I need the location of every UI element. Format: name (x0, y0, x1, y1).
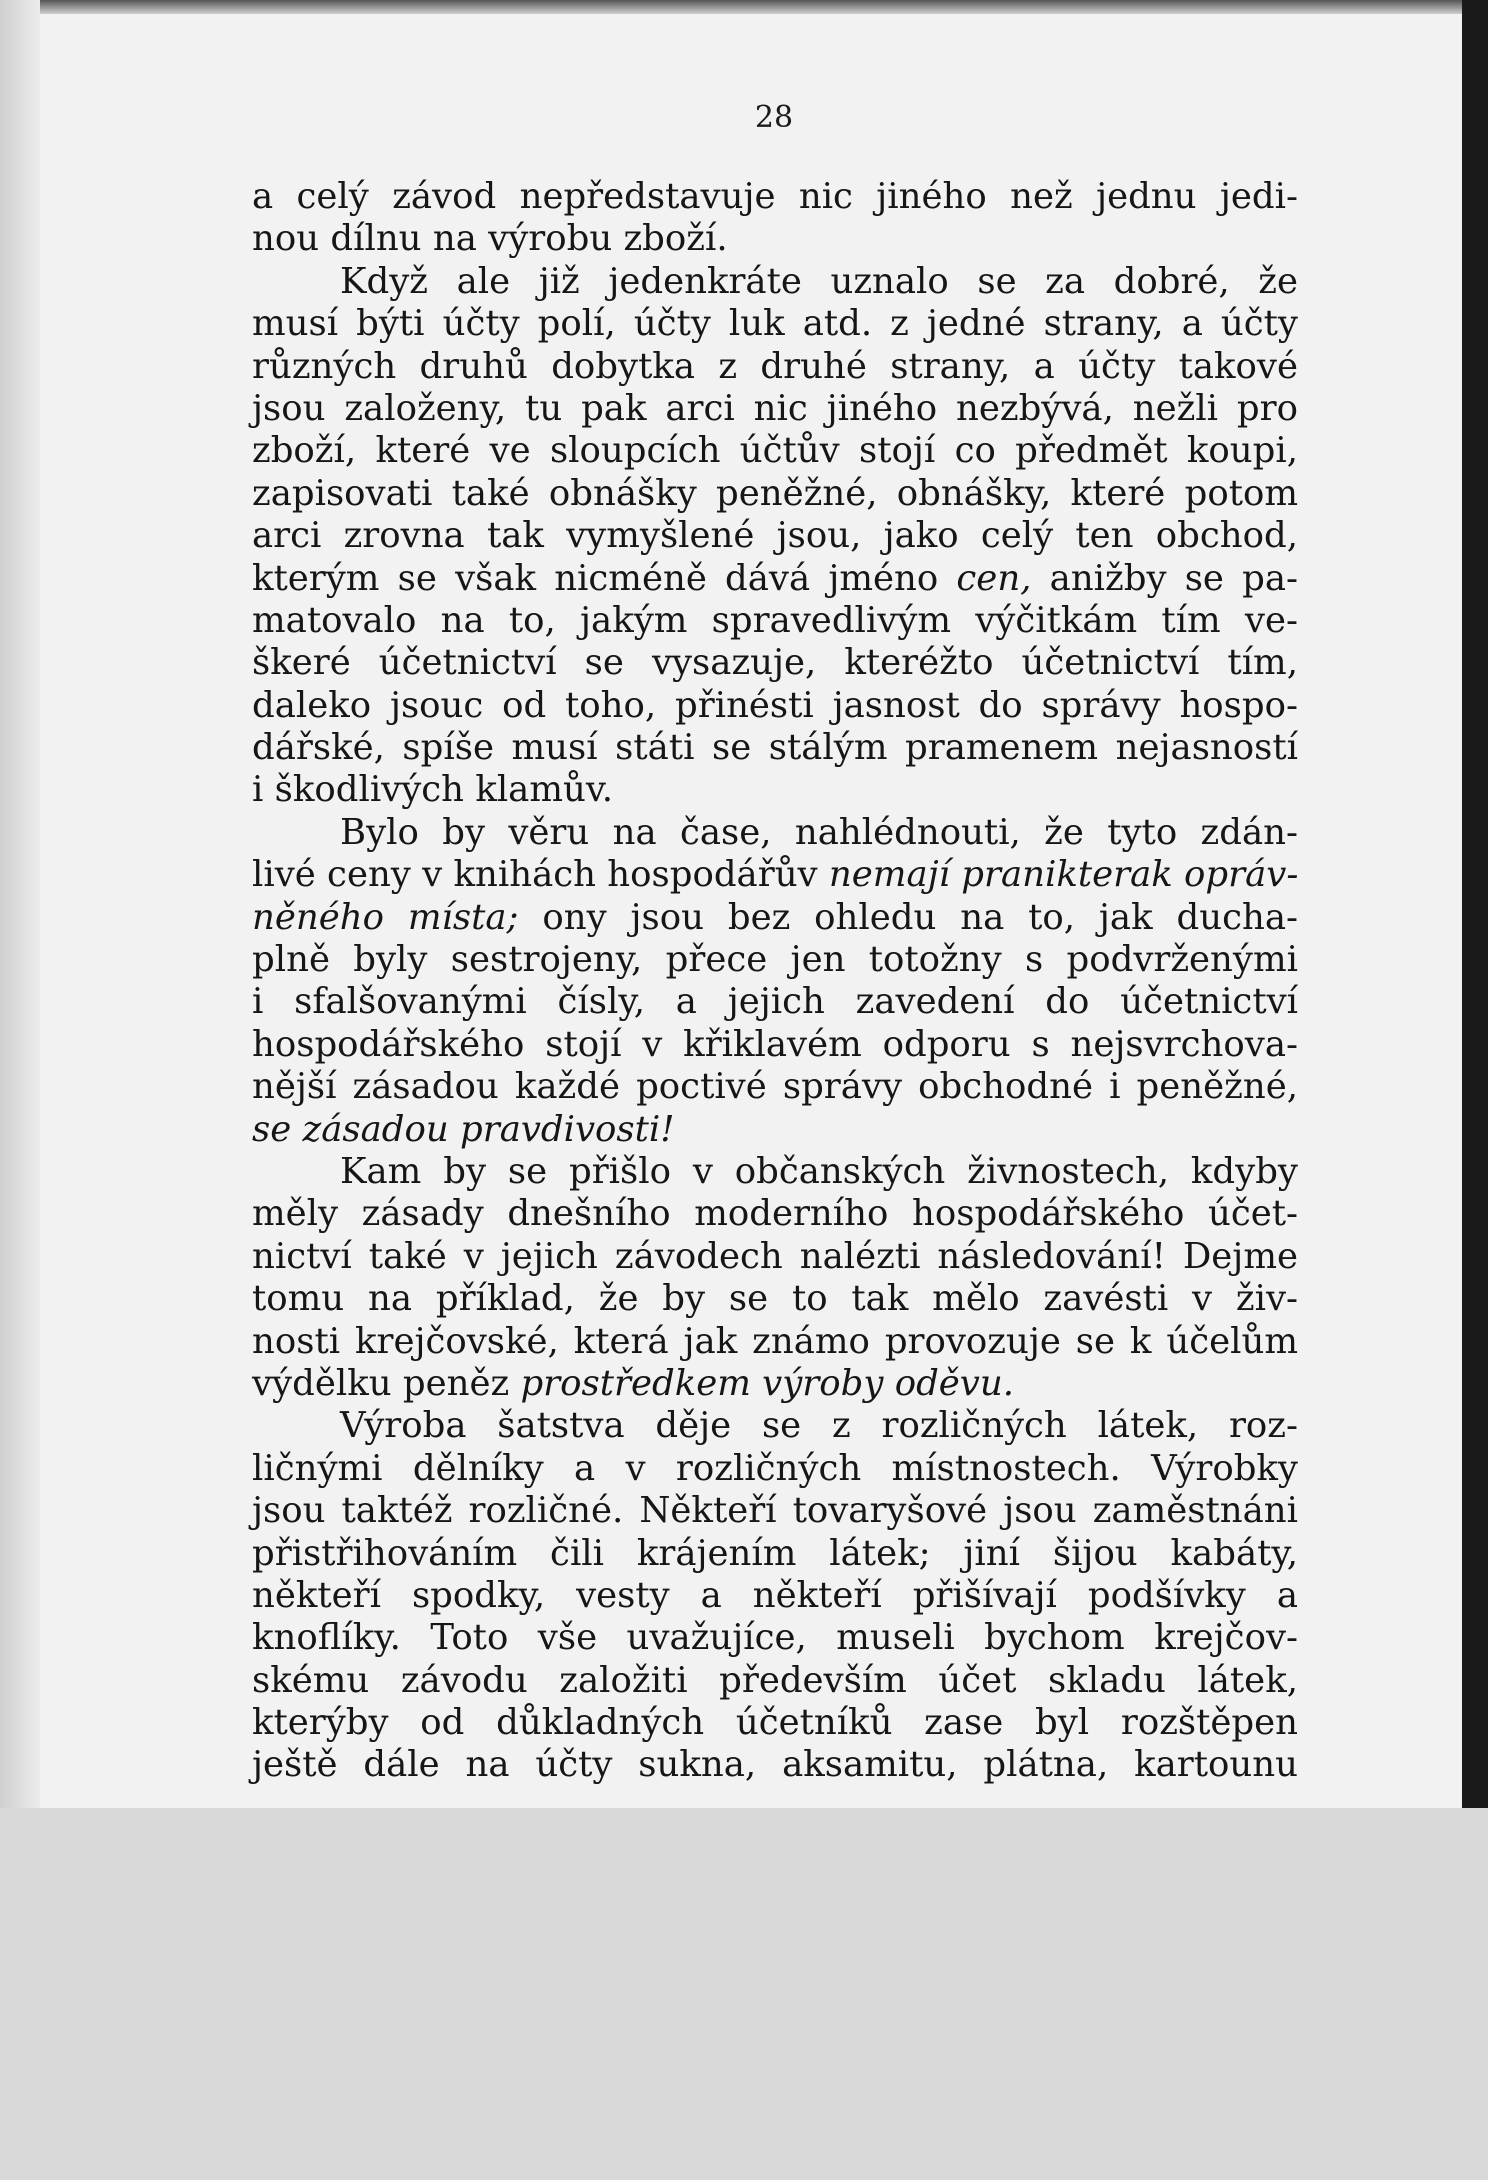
text-line (252, 388, 1298, 430)
page-number: 28 (754, 100, 794, 135)
text-segment: Kam by se přišlo v občanských živnostech, kdyby (340, 1150, 1298, 1192)
text-segment: zboží, které ve sloupcích účtův stojí co předmět koupi, (252, 430, 1298, 472)
text-segment: tomu na příklad, že by se to tak mělo zavésti v živ- (252, 1278, 1298, 1320)
text-segment: kterýby od důkladných účetníků zase byl rozštěpen (252, 1702, 1298, 1744)
text-segment: musí býti účty polí, účty luk atd. z jedné strany, a účty (252, 303, 1298, 345)
text-line (252, 1660, 1298, 1702)
scan-right-edge (1462, 0, 1488, 1808)
text-line (252, 642, 1298, 684)
text-segment: jsou taktéž rozličné. Někteří tovaryšové jsou zaměstnáni (252, 1490, 1298, 1532)
text-segment: arci zrovna tak vymyšlené jsou, jako celý ten obchod, (252, 515, 1298, 557)
text-line (252, 939, 1298, 981)
text-line (252, 558, 1298, 600)
text-segment: někteří spodky, vesty a někteří přišívají podšívky a (252, 1574, 1298, 1616)
empty-area (0, 1808, 1488, 2180)
text-segment: škeré účetnictví se vysazuje, kteréžto účetnictví tím, (252, 642, 1298, 684)
scan-left-edge (0, 0, 40, 1808)
text-segment: Když ale již jedenkráte uznalo se za dobré, že (340, 260, 1298, 302)
text-segment: skému závodu založiti především účet skladu látek, (252, 1659, 1298, 1701)
text-line (252, 981, 1298, 1023)
text-line (252, 515, 1298, 557)
text-line (252, 897, 1298, 939)
text-segment: matovalo na to, jakým spravedlivým výčitkám tím ve- (252, 599, 1298, 641)
text-line (252, 812, 1298, 854)
text-line (252, 600, 1298, 642)
text-line (252, 1109, 1298, 1151)
text-segment: měly zásady dnešního moderního hospodářského účet- (252, 1193, 1298, 1235)
text-segment: nější zásadou každé poctivé správy obchodné i peněžné, (252, 1066, 1298, 1108)
text-line (252, 1405, 1298, 1447)
text-line (252, 854, 1298, 896)
text-line (252, 218, 1298, 260)
text-segment: dářské, spíše musí státi se stálým pramenem nejasností (252, 727, 1298, 769)
text-segment: výdělku peněz (252, 1362, 521, 1404)
scan-top-edge (0, 0, 1488, 14)
text-line (252, 1066, 1298, 1108)
body-text (252, 176, 1298, 1787)
text-line (252, 1024, 1298, 1066)
text-segment: Výroba šatstva děje se z rozličných látek, roz- (340, 1405, 1298, 1447)
text-line (252, 1533, 1298, 1575)
text-segment: nou dílnu na výrobu zboží. (252, 218, 728, 260)
text-line (252, 1236, 1298, 1278)
text-segment: a celý závod nepředstavuje nic jiného než jednu jedi- (252, 176, 1298, 217)
text-segment: jsou založeny, tu pak arci nic jiného nezbývá, nežli pro (252, 387, 1298, 429)
text-segment: hospodářského stojí v křiklavém odporu s nejsvrchova- (252, 1023, 1298, 1065)
text-line (252, 685, 1298, 727)
text-segment: nosti krejčovské, která jak známo provozuje se k účelům (252, 1320, 1298, 1362)
text-segment: knoflíky. Toto vše uvažujíce, museli bychom krejčov- (252, 1617, 1298, 1659)
text-line (252, 1321, 1298, 1363)
text-line (252, 1702, 1298, 1744)
text-line (252, 1151, 1298, 1193)
text-line (252, 176, 1298, 218)
text-line (252, 1744, 1298, 1786)
text-segment: kterým se však nicméně dává jméno (252, 557, 957, 599)
text-segment: livé ceny v knihách hospodářův (252, 854, 829, 896)
text-segment: anižby se pa- (1031, 557, 1298, 599)
text-segment: i škodlivých klamův. (252, 769, 613, 811)
text-segment: zapisovati také obnášky peněžné, obnášky, které potom (252, 472, 1298, 514)
italic-text: prostředkem výroby oděvu. (520, 1362, 1015, 1404)
text-segment: i sfalšovanými čísly, a jejich zavedení do účetnictví (252, 981, 1298, 1023)
text-segment: daleko jsouc od toho, přinésti jasnost do správy hospo- (252, 684, 1298, 726)
text-segment: Bylo by věru na čase, nahlédnouti, že tyto zdán- (340, 811, 1298, 853)
italic-text: nemají pranikterak opráv- (828, 854, 1299, 896)
text-line (252, 1193, 1298, 1235)
text-segment: ony jsou bez ohledu na to, jak ducha- (518, 896, 1298, 938)
italic-text: cen, (956, 557, 1032, 599)
text-segment: plně byly sestrojeny, přece jen totožny s podvrženými (252, 939, 1298, 981)
text-line (252, 303, 1298, 345)
text-line (252, 1575, 1298, 1617)
text-segment: ještě dále na účty sukna, aksamitu, plátna, kartounu (252, 1744, 1298, 1786)
text-segment: nictví také v jejich závodech nalézti následování! Dejme (252, 1235, 1298, 1277)
text-line (252, 769, 1298, 811)
italic-text: něného místa; (252, 896, 519, 938)
text-segment: přistřihováním čili krájením látek; jiní šijou kabáty, (252, 1532, 1298, 1574)
text-line (252, 430, 1298, 472)
text-line (252, 346, 1298, 388)
text-line (252, 727, 1298, 769)
text-segment: různých druhů dobytka z druhé strany, a účty takové (252, 345, 1298, 387)
text-line (252, 1490, 1298, 1532)
text-line (252, 1448, 1298, 1490)
text-line (252, 1617, 1298, 1659)
text-line (252, 1278, 1298, 1320)
text-segment: ličnými dělníky a v rozličných místnostech. Výrobky (252, 1447, 1298, 1489)
text-line (252, 473, 1298, 515)
text-line (252, 261, 1298, 303)
italic-text: se zásadou pravdivosti! (252, 1108, 675, 1150)
text-line (252, 1363, 1298, 1405)
